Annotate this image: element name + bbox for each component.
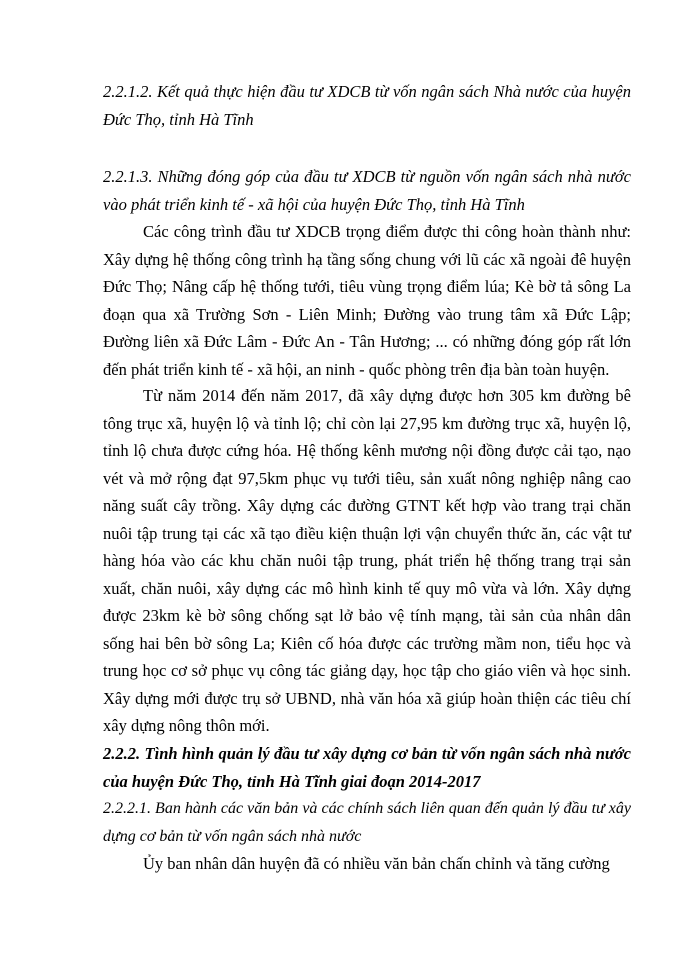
body-paragraph-3: Ủy ban nhân dân huyện đã có nhiều văn bản chấn chỉnh và tăng cường bbox=[143, 854, 610, 873]
heading-2-2-2: 2.2.2. Tình hình quản lý đầu tư xây dựng cơ bản từ vốn ngân sách nhà nước của huyện Đức Thọ, tỉnh Hà Tĩnh giai đoạn 2014-2017 bbox=[103, 744, 631, 791]
heading-2-2-1-2: 2.2.1.2. Kết quả thực hiện đầu tư XDCB từ vốn ngân sách Nhà nước của huyện Đức Thọ, tỉnh Hà Tĩnh bbox=[103, 82, 631, 129]
body-paragraph-1: Các công trình đầu tư XDCB trọng điểm được thi công hoàn thành như: Xây dựng hệ thống công trình hạ tầng sống chung với lũ các xã ngoài đê huyện Đức Thọ; Nâng cấp hệ thống tưới, tiêu vùng trọng điểm lúa; Kè bờ tả sông La đoạn qua xã Trường Sơn - Liên Minh; Đường vào trung tâm xã Đức Lập; Đường liên xã Đức Lâm - Đức An - Tân Hương; ... có những đóng góp rất lớn đến phát triển kinh tế - xã hội, an ninh - quốc phòng trên địa bàn toàn huyện. bbox=[103, 222, 631, 379]
heading-2-2-2-1: 2.2.2.1. Ban hành các văn bản và các chính sách liên quan đến quản lý đầu tư xây dựng cơ bản từ vốn ngân sách nhà nước bbox=[103, 800, 631, 845]
body-paragraph-2: Từ năm 2014 đến năm 2017, đã xây dựng được hơn 305 km đường bê tông trục xã, huyện lộ và tỉnh lộ; chỉ còn lại 27,95 km đường trục xã, huyện lộ, tỉnh lộ chưa được cứng hóa. Hệ thống kênh mương nội đồng được cải tạo, nạo vét và mở rộng đạt 97,5km phục vụ tưới tiêu, sản xuất nông nghiệp nâng cao năng suất cây trồng. Xây dựng các đường GTNT kết hợp vào trang trại chăn nuôi tập trung tại các xã tạo điều kiện thuận lợi vận chuyển thức ăn, các vật tư hàng hóa vào các khu chăn nuôi tập trung, phát triển hệ thống trang trại sản xuất, chăn nuôi, xây dựng các mô hình kinh tế quy mô vừa và lớn. Xây dựng được 23km kè bờ sông chống sạt lở bảo vệ tính mạng, tài sản của nhân dân sống hai bên bờ sông La; Kiên cố hóa được các trường mầm non, tiểu học và trung học cơ sở phục vụ công tác giảng dạy, học tập cho giáo viên và học sinh. Xây dựng mới được trụ sở UBND, nhà văn hóa xã giúp hoàn thiện các tiêu chí xây dựng nông thôn mới. bbox=[103, 386, 631, 735]
heading-2-2-1-3: 2.2.1.3. Những đóng góp của đầu tư XDCB từ nguồn vốn ngân sách nhà nước vào phát triển kinh tế - xã hội của huyện Đức Thọ, tỉnh Hà Tĩnh bbox=[103, 167, 631, 214]
